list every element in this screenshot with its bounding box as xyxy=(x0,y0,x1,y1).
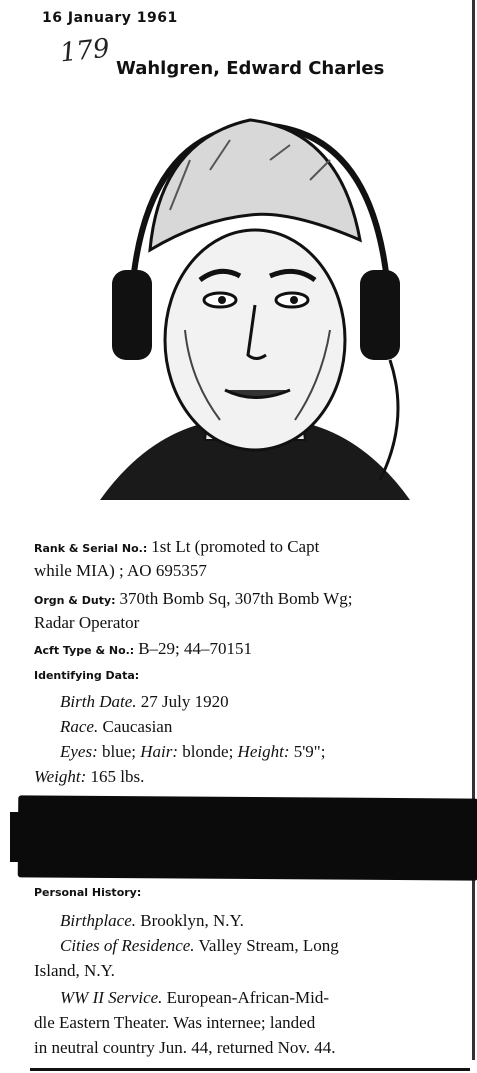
orgn-value-cont: Radar Operator xyxy=(34,613,140,632)
height-value: 5'9"; xyxy=(293,742,326,761)
rank-value: 1st Lt (promoted to Capt xyxy=(151,537,320,556)
redaction-bar xyxy=(18,795,477,880)
birth-date-value: 27 July 1920 xyxy=(140,692,229,711)
ww2-label: WW II Service. xyxy=(60,988,163,1007)
eyes-value: blue; xyxy=(102,742,137,761)
rank-label: Rank & Serial No.: xyxy=(34,542,148,555)
birth-date-label: Birth Date. xyxy=(60,692,137,711)
rank-value-cont: while MIA) ; AO 695357 xyxy=(34,561,207,580)
personal-history-label: Personal History: xyxy=(34,886,142,899)
cities-value: Valley Stream, Long xyxy=(198,936,339,955)
birthplace-value: Brooklyn, N.Y. xyxy=(140,911,244,930)
hair-label: Hair: xyxy=(140,742,179,761)
cities-label: Cities of Residence. xyxy=(60,936,195,955)
ww2-value: European-African-Mid- xyxy=(166,988,330,1007)
acft-label: Acft Type & No.: xyxy=(34,644,135,657)
ww2-value-cont-2: in neutral country Jun. 44, returned Nov. 44. xyxy=(34,1038,336,1057)
redaction-bar-edge xyxy=(10,812,30,862)
bottom-rule xyxy=(30,1068,470,1071)
weight-value: 165 lbs. xyxy=(90,767,145,786)
race-label: Race. xyxy=(60,717,99,736)
race-value: Caucasian xyxy=(102,717,173,736)
page-edge-rule xyxy=(472,0,475,1060)
cities-value-cont: Island, N.Y. xyxy=(34,961,115,980)
identifying-data-label: Identifying Data: xyxy=(34,669,140,682)
hair-value: blonde; xyxy=(182,742,234,761)
orgn-label: Orgn & Duty: xyxy=(34,594,116,607)
record-date: 16 January 1961 xyxy=(42,10,178,26)
ww2-value-cont-1: dle Eastern Theater. Was internee; landed xyxy=(34,1013,316,1032)
acft-value: B–29; 44–70151 xyxy=(138,639,253,658)
person-name: Wahlgren, Edward Charles xyxy=(116,58,385,79)
weight-label: Weight: xyxy=(34,767,87,786)
handwritten-number: 179 xyxy=(58,33,112,69)
height-label: Height: xyxy=(237,742,290,761)
eyes-label: Eyes: xyxy=(60,742,98,761)
birthplace-label: Birthplace. xyxy=(60,911,137,930)
orgn-value: 370th Bomb Sq, 307th Bomb Wg; xyxy=(119,589,353,608)
portrait-photo xyxy=(90,100,420,510)
